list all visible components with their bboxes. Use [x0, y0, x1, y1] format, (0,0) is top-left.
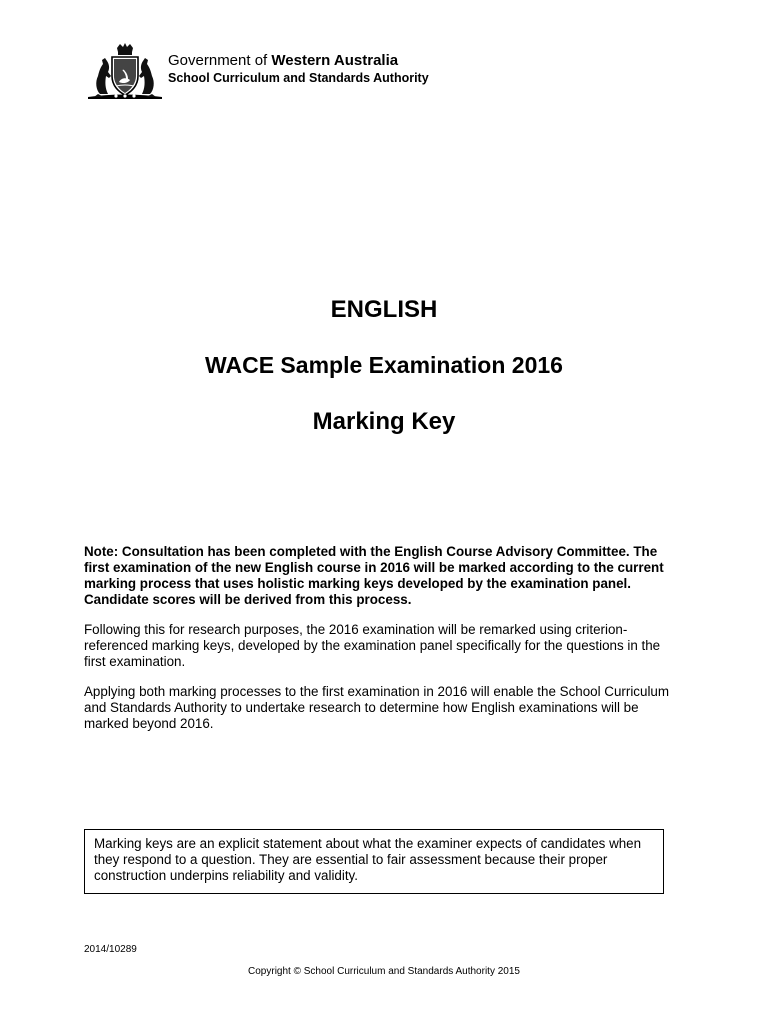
- government-line: [168, 52, 429, 69]
- consultation-note: Note: Consultation has been completed with the English Course Advisory Committee. The first examination of the new English course in 2016 will be marked according to the current marking process that uses holistic marking keys developed by the examination panel. Candidate scores will be derived from this process.: [84, 544, 664, 607]
- copyright-notice: Copyright © School Curriculum and Standards Authority 2015: [248, 966, 520, 977]
- research-paragraph: Following this for research purposes, the 2016 examination will be remarked using criterion-referenced marking keys, developed by the examination panel specifically for the questions in the first examination.: [84, 622, 661, 669]
- coat-of-arms-icon: [86, 42, 164, 100]
- exam-title: WACE Sample Examination 2016: [205, 352, 563, 378]
- authority-name: School Curriculum and Standards Authority: [168, 71, 429, 85]
- document-type-title: Marking Key: [312, 408, 456, 435]
- marking-process-paragraph: Applying both marking processes to the first examination in 2016 will enable the School Curriculum and Standards Authority to undertake research to determine how English examinations will be marked beyond 2016.: [84, 684, 670, 731]
- document-number: 2014/10289: [84, 944, 137, 955]
- letterhead: [86, 42, 506, 102]
- government-prefix: Government of: [168, 52, 272, 69]
- organisation-name: [168, 52, 429, 86]
- subject-title: ENGLISH: [330, 296, 438, 323]
- marking-key-definition-box: Marking keys are an explicit statement about what the examiner expects of candidates when they respond to a question. They are essential to fair assessment because their proper construction underpins reliability and validity.: [84, 829, 664, 894]
- state-name: Western Australia: [271, 52, 399, 69]
